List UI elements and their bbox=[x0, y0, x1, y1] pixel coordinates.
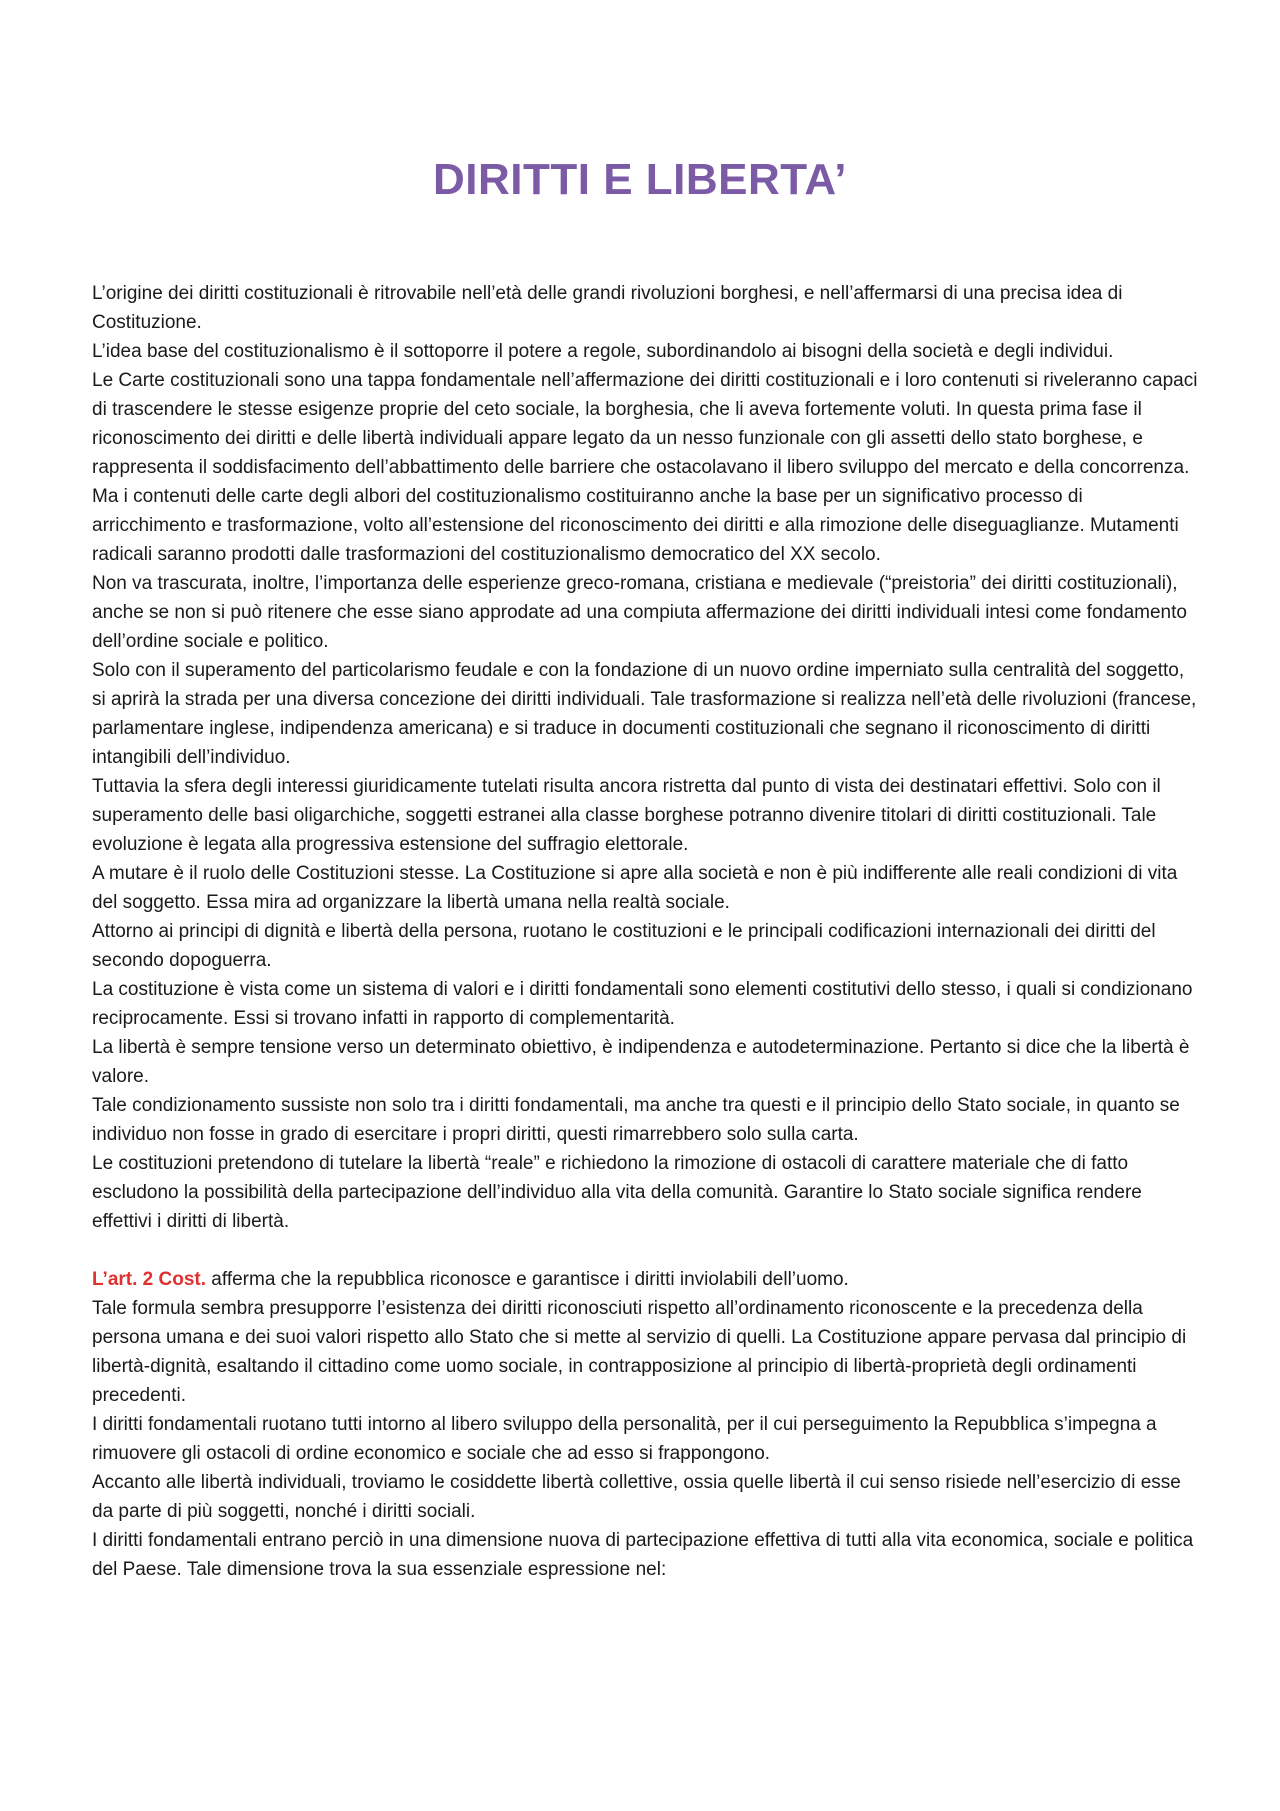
paragraph: La libertà è sempre tensione verso un determinato obiettivo, è indipendenza e autodeterminazione. Pertanto si dice che la libertà è valore. bbox=[92, 1037, 1190, 1087]
paragraph: Tale formula sembra presupporre l’esistenza dei diritti riconosciuti rispetto all’ordinamento riconoscente e la precedenza della persona umana e dei suoi valori rispetto allo Stato che si mette al servizio di quelli. La Costituzione appare pervasa dal principio di libertà-dignità, esaltando il cittadino come uomo sociale, in contrapposizione al principio di libertà-proprietà degli ordinamenti precedenti. bbox=[92, 1298, 1187, 1406]
article-2-text: afferma che la repubblica riconosce e garantisce i diritti inviolabili dell’uomo. bbox=[206, 1269, 849, 1290]
paragraph: Le costituzioni pretendono di tutelare la libertà “reale” e richiedono la rimozione di ostacoli di carattere materiale che di fatto escludono la possibilità della partecipazione dell’individuo alla vita della comunità. Garantire lo Stato sociale significa rendere effettivi i diritti di libertà. bbox=[92, 1153, 1142, 1232]
document-title: DIRITTI E LIBERTA’ bbox=[433, 155, 847, 204]
paragraph: Tuttavia la sfera degli interessi giuridicamente tutelati risulta ancora ristretta dal punto di vista dei destinatari effettivi. Solo con il superamento delle basi oligarchiche, soggetti estranei alla classe borghese potranno divenire titolari di diritti costituzionali. Tale evoluzione è legata alla progressiva estensione del suffragio elettorale. bbox=[92, 776, 1161, 855]
paragraph: I diritti fondamentali entrano perciò in una dimensione nuova di partecipazione effettiva di tutti alla vita economica, sociale e politica del Paese. Tale dimensione trova la sua essenziale espressione nel: bbox=[92, 1530, 1194, 1580]
paragraph: La costituzione è vista come un sistema di valori e i diritti fondamentali sono elementi costitutivi dello stesso, i quali si condizionano reciprocamente. Essi si trovano infatti in rapporto di complementarità. bbox=[92, 979, 1193, 1029]
paragraph: Non va trascurata, inoltre, l’importanza delle esperienze greco-romana, cristiana e medievale (“preistoria” dei diritti costituzionali), anche se non si può ritenere che esse siano approdate ad una compiuta affermazione dei diritti individuali intesi come fondamento dell’ordine sociale e politico. bbox=[92, 573, 1187, 652]
document-body bbox=[92, 279, 1200, 1584]
paragraph: Attorno ai principi di dignità e libertà della persona, ruotano le costituzioni e le principali codificazioni internazionali dei diritti del secondo dopoguerra. bbox=[92, 921, 1156, 971]
paragraph: Tale condizionamento sussiste non solo tra i diritti fondamentali, ma anche tra questi e il principio dello Stato sociale, in quanto se individuo non fosse in grado di esercitare i propri diritti, questi rimarrebbero solo sulla carta. bbox=[92, 1095, 1180, 1145]
paragraph: Le Carte costituzionali sono una tappa fondamentale nell’affermazione dei diritti costituzionali e i loro contenuti si riveleranno capaci di trascendere le stesse esigenze proprie del ceto sociale, la borghesia, che li aveva fortemente voluti. In questa prima fase il riconoscimento dei diritti e delle libertà individuali appare legato da un nesso funzionale con gli assetti dello stato borghese, e rappresenta il soddisfacimento dell’abbattimento delle barriere che ostacolavano il libero sviluppo del mercato e della concorrenza. bbox=[92, 370, 1198, 478]
paragraph-spacer bbox=[92, 1236, 1200, 1265]
paragraph: Solo con il superamento del particolarismo feudale e con la fondazione di un nuovo ordine imperniato sulla centralità del soggetto, si aprirà la strada per una diversa concezione dei diritti individuali. Tale trasformazione si realizza nell’età delle rivoluzioni (francese, parlamentare inglese, indipendenza americana) e si traduce in documenti costituzionali che segnano il riconoscimento di diritti intangibili dell’individuo. bbox=[92, 660, 1197, 768]
paragraph: I diritti fondamentali ruotano tutti intorno al libero sviluppo della personalità, per il cui perseguimento la Repubblica s’impegna a rimuovere gli ostacoli di ordine economico e sociale che ad esso si frappongono. bbox=[92, 1414, 1157, 1464]
paragraph: Ma i contenuti delle carte degli albori del costituzionalismo costituiranno anche la base per un significativo processo di arricchimento e trasformazione, volto all’estensione del riconoscimento dei diritti e alla rimozione delle diseguaglianze. Mutamenti radicali saranno prodotti dalle trasformazioni del costituzionalismo democratico del XX secolo. bbox=[92, 486, 1179, 565]
paragraph: Accanto alle libertà individuali, troviamo le cosiddette libertà collettive, ossia quelle libertà il cui senso risiede nell’esercizio di esse da parte di più soggetti, nonché i diritti sociali. bbox=[92, 1472, 1181, 1522]
paragraph: L’idea base del costituzionalismo è il sottoporre il potere a regole, subordinandolo ai bisogni della società e degli individui. bbox=[92, 341, 1114, 362]
paragraph: A mutare è il ruolo delle Costituzioni stesse. La Costituzione si apre alla società e non è più indifferente alle reali condizioni di vita del soggetto. Essa mira ad organizzare la libertà umana nella realtà sociale. bbox=[92, 863, 1178, 913]
paragraph: L’origine dei diritti costituzionali è ritrovabile nell’età delle grandi rivoluzioni borghesi, e nell’affermarsi di una precisa idea di Costituzione. bbox=[92, 283, 1123, 333]
article-2-paragraph bbox=[92, 1265, 1200, 1294]
article-reference: L’art. 2 Cost. bbox=[92, 1269, 207, 1290]
